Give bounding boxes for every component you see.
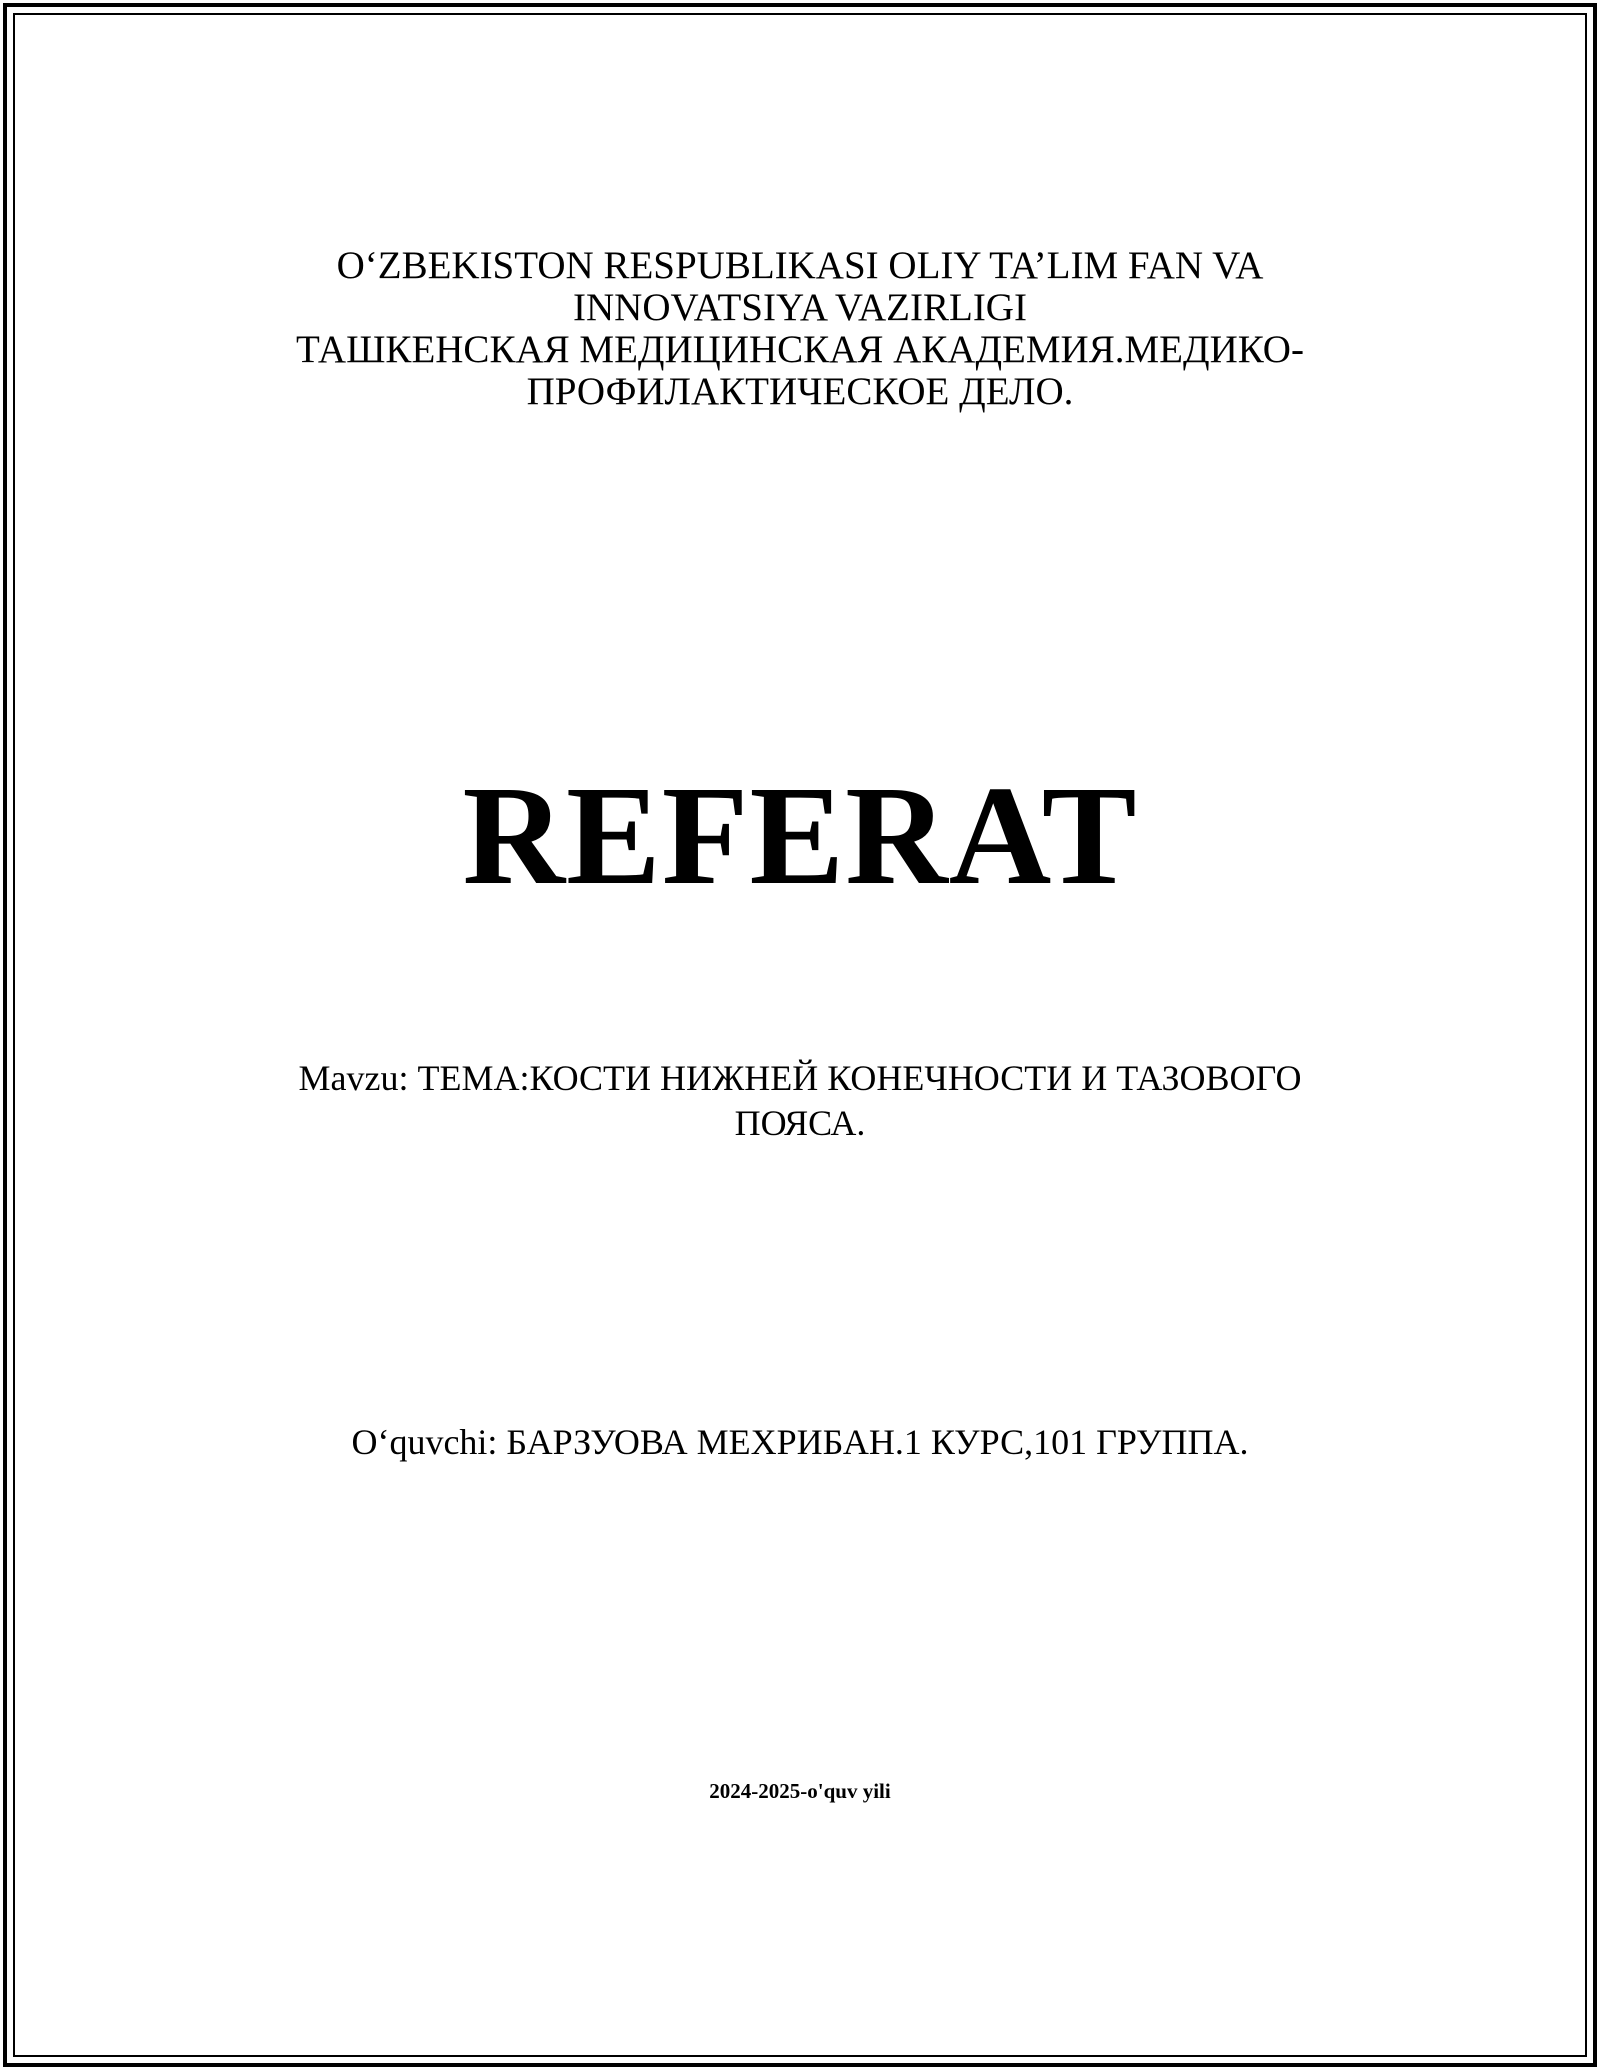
header-line-4: ПРОФИЛАКТИЧЕСКОЕ ДЕЛО. — [526, 370, 1074, 413]
institution-header — [0, 245, 1600, 413]
topic-line-2: ПОЯСА. — [734, 1103, 866, 1143]
header-line-2: INNOVATSIYA VAZIRLIGI — [573, 286, 1027, 329]
student-info: O‘quvchi: БАРЗУОВА МЕХРИБАН.1 КУРС,101 ГРУППА. — [351, 1422, 1249, 1462]
academic-year: 2024-2025-o'quv yili — [709, 1779, 891, 1803]
document-title: REFERAT — [462, 756, 1138, 914]
topic — [0, 1056, 1600, 1146]
header-line-1: O‘ZBEKISTON RESPUBLIKASI OLIY TA’LIM FAN VA — [336, 244, 1264, 287]
header-line-3: ТАШКЕНСКАЯ МЕДИЦИНСКАЯ АКАДЕМИЯ.МЕДИКО- — [296, 328, 1304, 371]
topic-line-1: Mavzu: ТЕМА:КОСТИ НИЖНЕЙ КОНЕЧНОСТИ И ТАЗОВОГО — [298, 1058, 1302, 1098]
